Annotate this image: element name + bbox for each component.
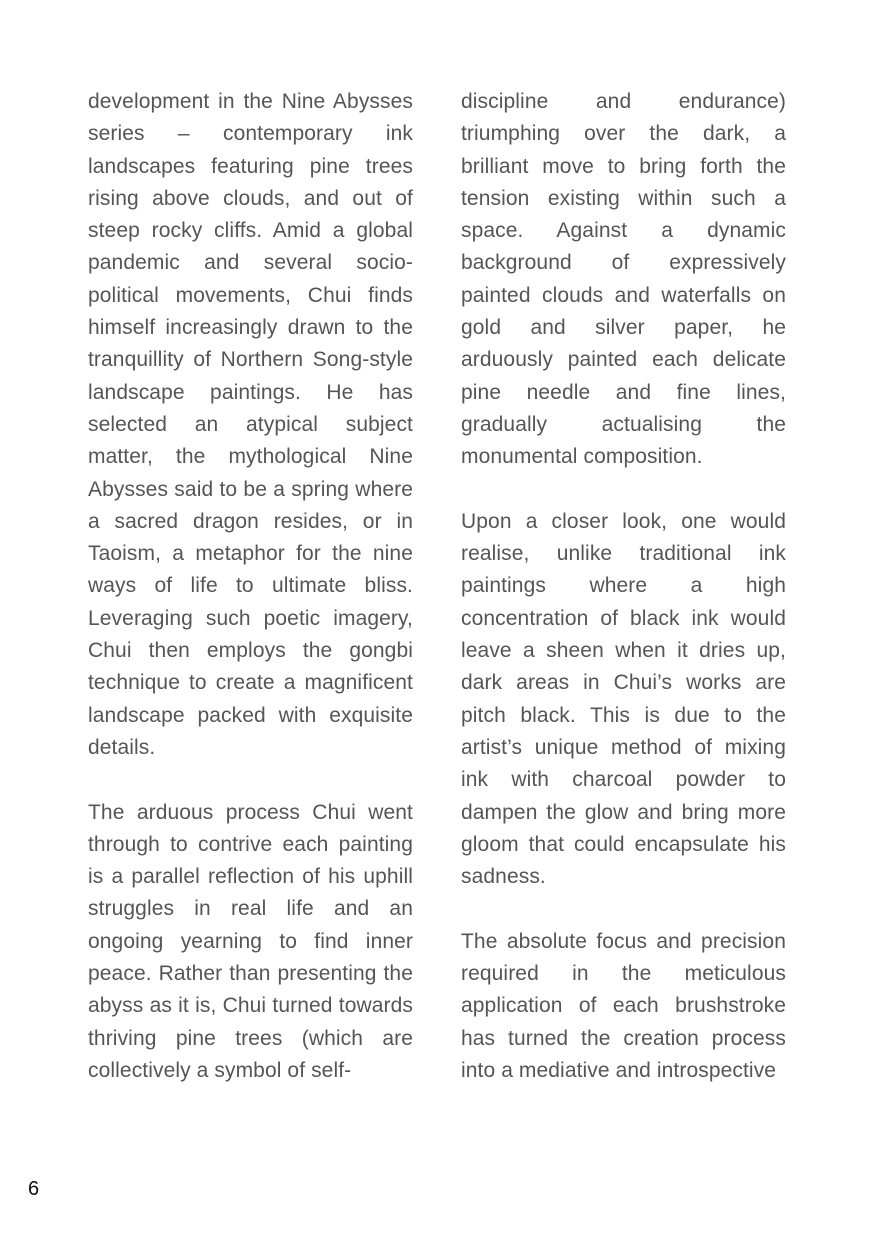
paragraph: Upon a closer look, one would realise, unlike traditional ink paintings where a high concentration of black ink would leave a sheen when it dries up, dark areas in Chui’s works are pitch black. This is due to the artist’s unique method of mixing ink with charcoal powder to dampen the glow and bring more gloom that could encapsulate his sadness. — [461, 509, 786, 889]
paragraph: discipline and endurance) triumphing over the dark, a brilliant move to bring forth the tension existing within such a space. Against a dynamic background of expressively painted clouds and waterfalls on gold and silver paper, he arduously painted each delicate pine needle and fine lines, gradually actualising the monumental composition. — [461, 90, 786, 469]
left-column — [88, 86, 413, 1120]
paragraph: The arduous process Chui went through to contrive each painting is a parallel reflection of his uphill struggles in real life and an ongoing yearning to find inner peace. Rather than presenting the abyss as it is, Chui turned towards thriving pine trees (which are collectively a symbol of self- — [88, 800, 413, 1082]
right-column — [461, 86, 786, 1120]
paragraph: The absolute focus and precision required in the meticulous application of each brushstroke has turned the creation process into a mediative and introspective — [461, 929, 786, 1082]
paragraph: development in the Nine Abysses series – contemporary ink landscapes featuring pine trees rising above clouds, and out of steep rocky cliffs. Amid a global pandemic and several socio-political movements, Chui finds himself increasingly drawn to the tranquillity of Northern Song-style landscape paintings. He has selected an atypical subject matter, the mythological Nine Abysses said to be a spring where a sacred dragon resides, or in Taoism, a metaphor for the nine ways of life to ultimate bliss. Leveraging such poetic imagery, Chui then employs the gongbi technique to create a magnificent landscape packed with exquisite details. — [88, 90, 413, 759]
page-number: 6 — [28, 1178, 40, 1200]
